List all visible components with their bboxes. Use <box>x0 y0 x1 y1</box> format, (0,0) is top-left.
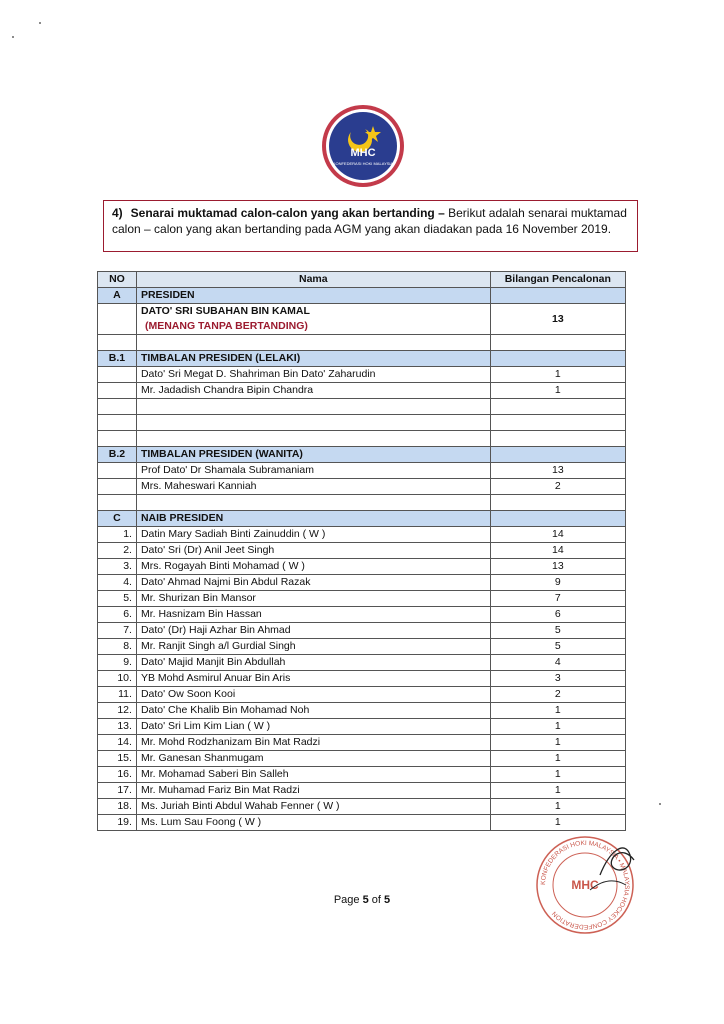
table-row <box>98 463 626 479</box>
section-code: C <box>98 511 137 527</box>
candidate-count: 1 <box>490 767 625 783</box>
row-number: 1. <box>98 527 137 543</box>
footer-page: 5 <box>362 894 369 906</box>
candidate-name: Dato' Ow Soon Kooi <box>136 687 490 703</box>
table-row <box>98 623 626 639</box>
row-number: 2. <box>98 543 137 559</box>
vice-president-rows <box>98 527 626 831</box>
section-title: TIMBALAN PRESIDEN (LELAKI) <box>136 351 490 367</box>
row-number: 14. <box>98 735 137 751</box>
candidate-count: 13 <box>490 559 625 575</box>
table-row <box>98 367 626 383</box>
official-stamp <box>530 830 640 940</box>
candidate-name: Mr. Shurizan Bin Mansor <box>136 591 490 607</box>
row-number: 9. <box>98 655 137 671</box>
row-number: 16. <box>98 767 137 783</box>
candidate-count: 14 <box>490 527 625 543</box>
table-row <box>98 783 626 799</box>
candidate-name: Mrs. Rogayah Binti Mohamad ( W ) <box>136 559 490 575</box>
candidate-count: 1 <box>490 783 625 799</box>
section-title: NAIB PRESIDEN <box>136 511 490 527</box>
candidate-count: 1 <box>490 367 625 383</box>
candidate-count: 6 <box>490 607 625 623</box>
blank-row <box>98 495 626 511</box>
section-empty-cell <box>490 511 625 527</box>
blank-row <box>98 399 626 415</box>
table-row <box>98 479 626 495</box>
row-number: 19. <box>98 815 137 831</box>
row-number: 11. <box>98 687 137 703</box>
row-number: 15. <box>98 751 137 767</box>
candidate-name: Mr. Ganesan Shanmugam <box>136 751 490 767</box>
table-row <box>98 591 626 607</box>
empty-cell <box>98 463 137 479</box>
header-no: NO <box>98 272 137 288</box>
candidate-name: Mr. Hasnizam Bin Hassan <box>136 607 490 623</box>
table-row <box>98 639 626 655</box>
footer-prefix: Page <box>333 894 363 906</box>
candidate-count: 13 <box>490 463 625 479</box>
section-row-deputy-female <box>98 447 626 463</box>
table-row <box>98 527 626 543</box>
president-cell <box>136 304 490 335</box>
notice-heading: Senarai muktamad calon-calon yang akan bertanding – <box>130 206 445 220</box>
header-name: Nama <box>136 272 490 288</box>
notice-number: 4) <box>112 206 123 220</box>
table-row <box>98 799 626 815</box>
mhc-logo <box>321 104 405 188</box>
candidate-count: 1 <box>490 703 625 719</box>
row-number: 4. <box>98 575 137 591</box>
candidate-name: YB Mohd Asmirul Anuar Bin Aris <box>136 671 490 687</box>
candidate-count: 2 <box>490 687 625 703</box>
section-row-deputy-male <box>98 351 626 367</box>
president-note: (MENANG TANPA BERTANDING) <box>144 320 308 332</box>
scan-speck <box>12 36 14 38</box>
row-number: 6. <box>98 607 137 623</box>
blank-row <box>98 431 626 447</box>
section-title: TIMBALAN PRESIDEN (WANITA) <box>136 447 490 463</box>
candidate-count: 1 <box>490 719 625 735</box>
section-code: B.1 <box>98 351 137 367</box>
section-code: B.2 <box>98 447 137 463</box>
row-number: 5. <box>98 591 137 607</box>
section-title: PRESIDEN <box>136 288 490 304</box>
table-row <box>98 719 626 735</box>
row-number: 8. <box>98 639 137 655</box>
table-row <box>98 655 626 671</box>
table-header-row <box>98 272 626 288</box>
table-row <box>98 751 626 767</box>
svg-text:KONFEDERASI HOKI MALAYSIA • MA: KONFEDERASI HOKI MALAYSIA • MALAYSIA HOCKEY CONFEDERATION <box>539 839 631 931</box>
candidate-count: 1 <box>490 735 625 751</box>
candidate-name: Dato' Majid Manjit Bin Abdullah <box>136 655 490 671</box>
table-row <box>98 767 626 783</box>
svg-text:KONFEDERASI HOKI MALAYSIA: KONFEDERASI HOKI MALAYSIA <box>332 161 394 166</box>
candidate-count: 7 <box>490 591 625 607</box>
section-empty-cell <box>490 351 625 367</box>
candidate-name: Dato' (Dr) Haji Azhar Bin Ahmad <box>136 623 490 639</box>
row-number: 13. <box>98 719 137 735</box>
candidate-name: Dato' Sri Megat D. Shahriman Bin Dato' Zaharudin <box>136 367 490 383</box>
table-row <box>98 703 626 719</box>
candidate-count: 3 <box>490 671 625 687</box>
table-row <box>98 735 626 751</box>
notice-box <box>103 200 638 252</box>
svg-text:MHC: MHC <box>571 878 599 892</box>
footer-total: 5 <box>384 894 391 906</box>
header-count: Bilangan Pencalonan <box>490 272 625 288</box>
notice-text: Berikut adalah senarai muktamad calon – calon yang akan bertanding pada AGM yang akan diadakan pada 16 November 2019. <box>112 206 627 236</box>
candidate-count: 5 <box>490 623 625 639</box>
row-number: 3. <box>98 559 137 575</box>
empty-cell <box>98 383 137 399</box>
table-row <box>98 559 626 575</box>
table-row <box>98 815 626 831</box>
table-row <box>98 671 626 687</box>
candidate-count: 1 <box>490 751 625 767</box>
candidates-table <box>97 271 626 831</box>
table-row <box>98 687 626 703</box>
blank-row <box>98 415 626 431</box>
table-row <box>98 575 626 591</box>
candidate-name: Ms. Juriah Binti Abdul Wahab Fenner ( W ) <box>136 799 490 815</box>
empty-cell <box>98 304 137 335</box>
candidate-count: 5 <box>490 639 625 655</box>
table-row <box>98 383 626 399</box>
row-number: 12. <box>98 703 137 719</box>
candidate-name: Mr. Muhamad Fariz Bin Mat Radzi <box>136 783 490 799</box>
candidate-count: 1 <box>490 799 625 815</box>
candidate-count: 9 <box>490 575 625 591</box>
candidate-name: Datin Mary Sadiah Binti Zainuddin ( W ) <box>136 527 490 543</box>
row-number: 17. <box>98 783 137 799</box>
candidate-name: Dato' Ahmad Najmi Bin Abdul Razak <box>136 575 490 591</box>
candidate-name: Dato' Sri (Dr) Anil Jeet Singh <box>136 543 490 559</box>
candidate-name: Dato' Che Khalib Bin Mohamad Noh <box>136 703 490 719</box>
row-number: 7. <box>98 623 137 639</box>
candidate-name: Mr. Mohamad Saberi Bin Salleh <box>136 767 490 783</box>
section-row-president <box>98 288 626 304</box>
scan-speck <box>659 803 661 805</box>
candidate-count: 14 <box>490 543 625 559</box>
candidate-name: Mrs. Maheswari Kanniah <box>136 479 490 495</box>
section-code: A <box>98 288 137 304</box>
president-row <box>98 304 626 335</box>
candidate-name: Mr. Ranjit Singh a/l Gurdial Singh <box>136 639 490 655</box>
row-number: 18. <box>98 799 137 815</box>
table-row <box>98 543 626 559</box>
section-empty-cell <box>490 288 625 304</box>
table-row <box>98 607 626 623</box>
empty-cell <box>98 479 137 495</box>
section-empty-cell <box>490 447 625 463</box>
row-number: 10. <box>98 671 137 687</box>
footer-middle: of <box>368 894 385 906</box>
candidate-name: Ms. Lum Sau Foong ( W ) <box>136 815 490 831</box>
section-row-vice-president <box>98 511 626 527</box>
svg-text:MHC: MHC <box>350 147 376 159</box>
candidate-name: Dato' Sri Lim Kim Lian ( W ) <box>136 719 490 735</box>
empty-cell <box>98 367 137 383</box>
blank-row <box>98 335 626 351</box>
candidate-count: 1 <box>490 383 625 399</box>
candidate-name: Mr. Jadadish Chandra Bipin Chandra <box>136 383 490 399</box>
president-count: 13 <box>490 304 625 335</box>
candidate-count: 1 <box>490 815 625 831</box>
candidate-name: Prof Dato' Dr Shamala Subramaniam <box>136 463 490 479</box>
candidate-count: 4 <box>490 655 625 671</box>
scan-speck <box>39 22 41 24</box>
candidate-name: Mr. Mohd Rodzhanizam Bin Mat Radzi <box>136 735 490 751</box>
candidate-count: 2 <box>490 479 625 495</box>
president-name: DATO' SRI SUBAHAN BIN KAMAL <box>140 305 310 317</box>
